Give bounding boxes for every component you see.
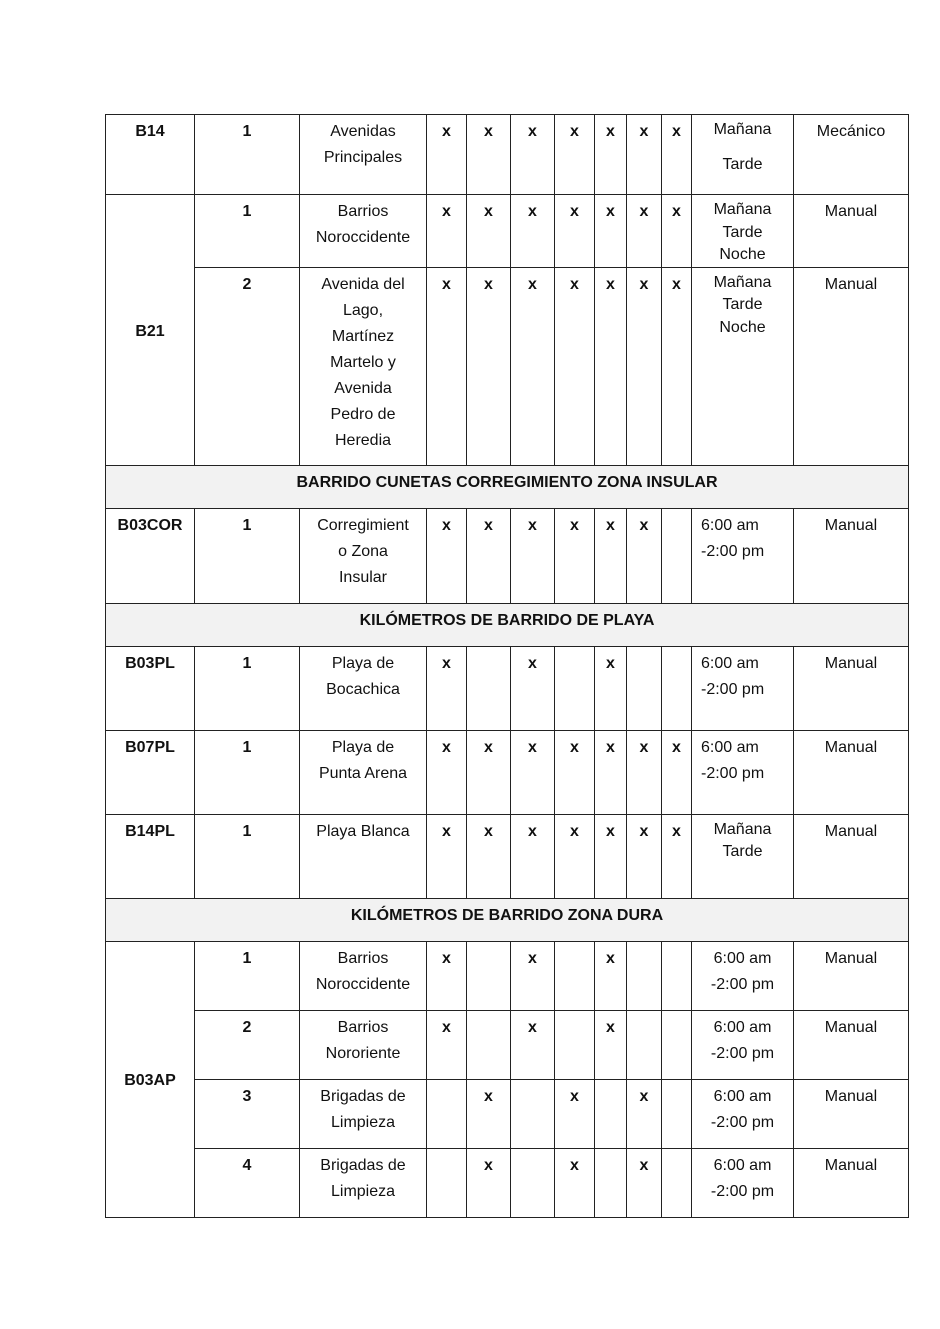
sector-line: Playa de	[331, 738, 395, 756]
day-mark: x	[427, 646, 467, 730]
shift-line: Noche	[719, 318, 766, 336]
day-mark: x	[595, 195, 627, 268]
day-mark: x	[467, 267, 511, 465]
day-mark	[662, 646, 692, 730]
sector-line: Martínez	[331, 327, 395, 345]
shift-line: 6:00 am	[713, 949, 772, 967]
day-mark: x	[427, 1010, 467, 1079]
shift-line: 6:00 am	[713, 1156, 772, 1174]
day-mark: x	[555, 730, 595, 814]
day-mark: x	[511, 730, 555, 814]
shift-cell	[692, 508, 794, 603]
sector-name	[300, 814, 427, 898]
day-mark: x	[595, 267, 627, 465]
shift-cell	[692, 941, 794, 1010]
sector-line: Barrios	[337, 1018, 389, 1036]
shift-line: Tarde	[722, 296, 763, 313]
shift-line: 6:00 am	[713, 1018, 772, 1036]
shift-line: -2:00 pm	[701, 542, 765, 560]
day-mark	[662, 1010, 692, 1079]
shift-line: Mañana	[713, 201, 772, 218]
sector-line: Limpieza	[330, 1113, 396, 1131]
sector-line: Avenidas	[330, 123, 396, 140]
route-code: B07PL	[106, 730, 195, 814]
shift-line: -2:00 pm	[710, 1044, 775, 1062]
day-mark: x	[511, 267, 555, 465]
shift-line: -2:00 pm	[710, 975, 775, 993]
sector-line: Principales	[323, 149, 403, 166]
route-code: B14	[106, 115, 195, 195]
day-mark: x	[427, 195, 467, 268]
section-row	[106, 898, 909, 941]
sector-name	[300, 267, 427, 465]
day-mark: x	[627, 814, 662, 898]
shift-line: Mañana	[713, 820, 772, 838]
shift-cell	[692, 1148, 794, 1217]
sector-name	[300, 1148, 427, 1217]
day-mark: x	[511, 646, 555, 730]
route-number: 1	[195, 730, 300, 814]
day-mark: x	[595, 1010, 627, 1079]
section-title: BARRIDO CUNETAS CORREGIMIENTO ZONA INSULAR	[106, 465, 909, 508]
route-number: 1	[195, 195, 300, 268]
day-mark: x	[555, 267, 595, 465]
sweep-type: Manual	[794, 1148, 909, 1217]
table-row	[106, 646, 909, 730]
day-mark: x	[555, 1148, 595, 1217]
day-mark: x	[467, 1148, 511, 1217]
day-mark: x	[627, 1079, 662, 1148]
sector-name	[300, 1010, 427, 1079]
day-mark: x	[427, 115, 467, 195]
day-mark: x	[627, 730, 662, 814]
shift-line: Noche	[719, 246, 766, 263]
sweep-type: Mecánico	[794, 115, 909, 195]
day-mark: x	[662, 814, 692, 898]
day-mark	[627, 1010, 662, 1079]
sector-line: Playa de	[331, 654, 395, 672]
sector-line: Punta Arena	[318, 764, 408, 782]
sector-line: Noroccidente	[315, 229, 411, 246]
day-mark	[555, 646, 595, 730]
sector-name	[300, 941, 427, 1010]
day-mark	[662, 508, 692, 603]
sweep-type: Manual	[794, 1010, 909, 1079]
shift-cell	[692, 115, 794, 195]
shift-line: -2:00 pm	[701, 680, 765, 698]
sector-line: Bocachica	[326, 680, 400, 698]
shift-cell	[692, 1010, 794, 1079]
sector-line: Insular	[338, 568, 388, 586]
day-mark: x	[595, 115, 627, 195]
day-mark	[627, 646, 662, 730]
day-mark: x	[662, 195, 692, 268]
sweep-type: Manual	[794, 941, 909, 1010]
day-mark: x	[555, 115, 595, 195]
sector-line: Playa Blanca	[316, 822, 410, 840]
shift-cell	[692, 646, 794, 730]
day-mark	[662, 941, 692, 1010]
table-row	[106, 1079, 909, 1148]
day-mark: x	[427, 730, 467, 814]
shift-cell	[692, 195, 794, 268]
shift-line: Mañana	[713, 121, 772, 138]
table-row	[106, 1148, 909, 1217]
day-mark: x	[511, 195, 555, 268]
schedule-table	[105, 114, 909, 1218]
sector-line: Brigadas de	[320, 1087, 406, 1105]
table-row	[106, 508, 909, 603]
day-mark: x	[467, 814, 511, 898]
sector-name	[300, 730, 427, 814]
day-mark: x	[595, 941, 627, 1010]
table-row	[106, 730, 909, 814]
day-mark: x	[595, 646, 627, 730]
day-mark: x	[555, 814, 595, 898]
sweep-type: Manual	[794, 646, 909, 730]
route-number: 1	[195, 508, 300, 603]
sector-name	[300, 195, 427, 268]
day-mark: x	[427, 508, 467, 603]
day-mark: x	[467, 508, 511, 603]
sweep-type: Manual	[794, 267, 909, 465]
day-mark: x	[467, 730, 511, 814]
day-mark: x	[467, 195, 511, 268]
shift-line: Mañana	[713, 273, 772, 291]
sector-line: Pedro de	[330, 405, 396, 423]
day-mark: x	[511, 115, 555, 195]
sector-line: Lago,	[342, 301, 384, 319]
section-title: KILÓMETROS DE BARRIDO DE PLAYA	[106, 603, 909, 646]
shift-line: 6:00 am	[713, 1087, 772, 1105]
day-mark: x	[427, 941, 467, 1010]
shift-line: -2:00 pm	[710, 1182, 775, 1200]
day-mark: x	[595, 508, 627, 603]
shift-line: -2:00 pm	[710, 1113, 775, 1131]
sweep-type: Manual	[794, 814, 909, 898]
day-mark: x	[595, 814, 627, 898]
sector-line: Barrios	[337, 949, 389, 967]
day-mark: x	[555, 195, 595, 268]
day-mark: x	[511, 941, 555, 1010]
route-number: 3	[195, 1079, 300, 1148]
table-row	[106, 814, 909, 898]
sector-line: Noroccidente	[315, 975, 411, 993]
day-mark	[511, 1148, 555, 1217]
day-mark: x	[467, 115, 511, 195]
shift-line: Tarde	[722, 155, 763, 173]
sector-line: o Zona	[338, 542, 388, 560]
section-row	[106, 603, 909, 646]
shift-cell	[692, 1079, 794, 1148]
section-title: KILÓMETROS DE BARRIDO ZONA DURA	[106, 898, 909, 941]
table-row	[106, 195, 909, 268]
shift-line: Tarde	[722, 843, 763, 860]
shift-cell	[692, 730, 794, 814]
day-mark	[555, 941, 595, 1010]
shift-line: Tarde	[722, 223, 763, 241]
table-row	[106, 115, 909, 195]
day-mark	[467, 1010, 511, 1079]
day-mark: x	[511, 814, 555, 898]
shift-line: 6:00 am	[701, 738, 759, 756]
sector-name	[300, 646, 427, 730]
day-mark: x	[555, 1079, 595, 1148]
day-mark: x	[427, 267, 467, 465]
table-row	[106, 1010, 909, 1079]
day-mark: x	[511, 508, 555, 603]
sector-name	[300, 1079, 427, 1148]
day-mark: x	[627, 267, 662, 465]
day-mark	[427, 1079, 467, 1148]
day-mark: x	[662, 115, 692, 195]
sector-line: Nororiente	[325, 1044, 401, 1062]
day-mark	[427, 1148, 467, 1217]
sweep-type: Manual	[794, 1079, 909, 1148]
sector-name	[300, 508, 427, 603]
day-mark: x	[467, 1079, 511, 1148]
table-row	[106, 941, 909, 1010]
route-code: B03AP	[106, 941, 195, 1217]
day-mark	[662, 1148, 692, 1217]
shift-cell	[692, 267, 794, 465]
route-number: 1	[195, 115, 300, 195]
day-mark	[595, 1148, 627, 1217]
day-mark: x	[595, 730, 627, 814]
sweep-type: Manual	[794, 730, 909, 814]
day-mark	[555, 1010, 595, 1079]
day-mark	[595, 1079, 627, 1148]
day-mark	[662, 1079, 692, 1148]
route-number: 2	[195, 1010, 300, 1079]
route-number: 1	[195, 646, 300, 730]
day-mark	[467, 646, 511, 730]
sector-line: Avenida	[334, 379, 392, 397]
sweep-type: Manual	[794, 195, 909, 268]
day-mark: x	[627, 115, 662, 195]
day-mark: x	[427, 814, 467, 898]
day-mark: x	[627, 195, 662, 268]
day-mark	[511, 1079, 555, 1148]
day-mark: x	[627, 508, 662, 603]
day-mark: x	[627, 1148, 662, 1217]
section-row	[106, 465, 909, 508]
sector-line: Brigadas de	[320, 1156, 406, 1174]
sector-name	[300, 115, 427, 195]
route-code: B03PL	[106, 646, 195, 730]
sweep-type: Manual	[794, 508, 909, 603]
day-mark: x	[555, 508, 595, 603]
route-number: 4	[195, 1148, 300, 1217]
day-mark	[467, 941, 511, 1010]
day-mark: x	[662, 730, 692, 814]
sector-line: Corregimient	[317, 516, 409, 534]
day-mark: x	[662, 267, 692, 465]
route-number: 1	[195, 941, 300, 1010]
shift-cell	[692, 814, 794, 898]
sector-line: Martelo y	[330, 353, 396, 371]
sector-line: Limpieza	[330, 1182, 396, 1200]
sector-line: Heredia	[334, 431, 392, 449]
shift-line: 6:00 am	[701, 516, 759, 534]
shift-line: 6:00 am	[701, 654, 759, 672]
shift-line: -2:00 pm	[701, 764, 765, 782]
route-number: 1	[195, 814, 300, 898]
table-row	[106, 267, 909, 465]
day-mark: x	[511, 1010, 555, 1079]
sector-line: Avenida del	[321, 275, 405, 293]
day-mark	[627, 941, 662, 1010]
route-code: B21	[106, 195, 195, 466]
sector-line: Barrios	[337, 203, 389, 220]
route-code: B03COR	[106, 508, 195, 603]
route-code: B14PL	[106, 814, 195, 898]
route-number: 2	[195, 267, 300, 465]
